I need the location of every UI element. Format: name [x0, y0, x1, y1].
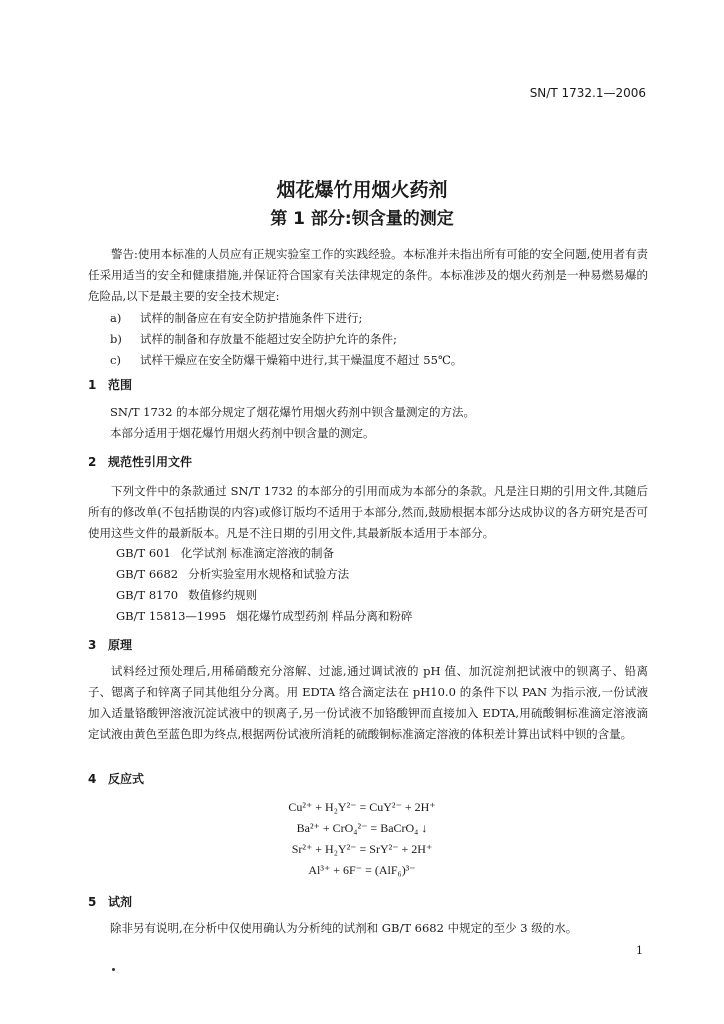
section-number: 4 — [88, 772, 97, 786]
section-title: 范围 — [108, 378, 133, 392]
warning-item — [110, 310, 362, 326]
item-label: c) — [110, 353, 121, 367]
item-text: 试样干燥应在安全防爆干燥箱中进行,其干燥温度不超过 55℃。 — [140, 353, 463, 367]
section-heading-scope — [88, 376, 132, 393]
section-heading-reactions — [88, 770, 144, 787]
section-title: 原理 — [108, 638, 133, 652]
reference-title: 烟花爆竹成型药剂 样品分离和粉碎 — [236, 609, 413, 623]
item-label: b) — [110, 332, 122, 346]
reference-code: GB/T 601 — [116, 546, 171, 560]
scope-line: SN/T 1732 的本部分规定了烟花爆竹用烟火药剂中钡含量测定的方法。 — [110, 405, 476, 419]
standard-number: SN/T 1732.1—2006 — [529, 86, 646, 100]
section-number: 5 — [88, 895, 97, 909]
item-text: 试样的制备应在有安全防护措施条件下进行; — [140, 311, 363, 325]
section-title: 试剂 — [108, 895, 133, 909]
reference-code: GB/T 8170 — [116, 588, 179, 602]
reference-item — [116, 608, 412, 624]
item-label: a) — [110, 311, 122, 325]
reference-code: GB/T 15813—1995 — [116, 609, 227, 623]
reference-title: 分析实验室用水规格和试验方法 — [188, 567, 350, 581]
reference-title: 化学试剂 标准滴定溶液的制备 — [180, 546, 334, 560]
warning-paragraph: 警告:使用本标准的人员应有正规实验室工作的实践经验。本标准并未指出所有可能的安全问题,使用者有责任采用适当的安全和健康措施,并保证符合国家有关法律规定的条件。本标准涉及的烟火药剂是一种易燃易爆的危险品,以下是最主要的安全技术规定: — [88, 247, 648, 303]
section-title: 规范性引用文件 — [108, 455, 193, 469]
page-number: 1 — [636, 944, 643, 957]
section-number: 2 — [88, 455, 97, 469]
section-title: 反应式 — [108, 772, 145, 786]
normative-intro: 下列文件中的条款通过 SN/T 1732 的本部分的引用而成为本部分的条款。凡是注日期的引用文件,其随后所有的修改单(不包括勘误的内容)或修订版均不适用于本部分,然而,鼓励根据本部分达成协议的各方研究是否可使用这些文件的最新版本。凡是不注日期的引用文件,其最新版本适用于本部分。 — [88, 484, 648, 540]
item-text: 试样的制备和存放量不能超过安全防护允许的条件; — [140, 332, 397, 346]
reference-item — [116, 587, 257, 603]
section-number: 3 — [88, 638, 97, 652]
section-heading-reagents — [88, 893, 132, 910]
reaction-equation: Ba²⁺ + CrO₄²⁻ = BaCrO₄ ↓ — [296, 821, 428, 835]
reaction-equation: Al³⁺ + 6F⁻ = (AlF₆)³⁻ — [308, 863, 416, 877]
section-heading-principle — [88, 636, 132, 653]
scope-line: 本部分适用于烟花爆竹用烟火药剂中钡含量的测定。 — [110, 426, 375, 440]
principle-paragraph: 试料经过预处理后,用稀硝酸充分溶解、过滤,通过调试液的 pH 值、加沉淀剂把试液中的钡离子、铅离子、锶离子和锌离子同其他组分分离。用 EDTA 络合滴定法在 pH10.0 的条件下以 PAN 为指示液,一份试液加入适量铬酸钾溶液沉淀试液中的钡离子,另一份试液不加铬酸钾而直接加入 EDTA,用硫酸铜标准滴定溶液滴定试液由黄色至蓝色即为终点,根据两份试液所消耗的硫酸铜标准滴定溶液的体积差计算出试料中钡的含量。 — [88, 664, 648, 741]
reference-item — [116, 545, 334, 561]
reference-code: GB/T 6682 — [116, 567, 179, 581]
scan-speck — [112, 968, 115, 971]
reagents-paragraph: 除非另有说明,在分析中仅使用确认为分析纯的试剂和 GB/T 6682 中规定的至少 3 级的水。 — [110, 921, 578, 935]
section-heading-normative — [88, 453, 192, 470]
warning-item — [110, 331, 397, 347]
reaction-equation: Sr²⁺ + H₂Y²⁻ = SrY²⁻ + 2H⁺ — [291, 842, 433, 856]
document-title: 烟花爆竹用烟火药剂 — [276, 179, 448, 201]
reference-title: 数值修约规则 — [188, 588, 258, 602]
reaction-equation: Cu²⁺ + H₂Y²⁻ = CuY²⁻ + 2H⁺ — [288, 800, 436, 814]
section-number: 1 — [88, 378, 97, 392]
document-subtitle: 第 1 部分:钡含量的测定 — [270, 209, 454, 229]
warning-item — [110, 352, 462, 368]
reference-item — [116, 566, 349, 582]
